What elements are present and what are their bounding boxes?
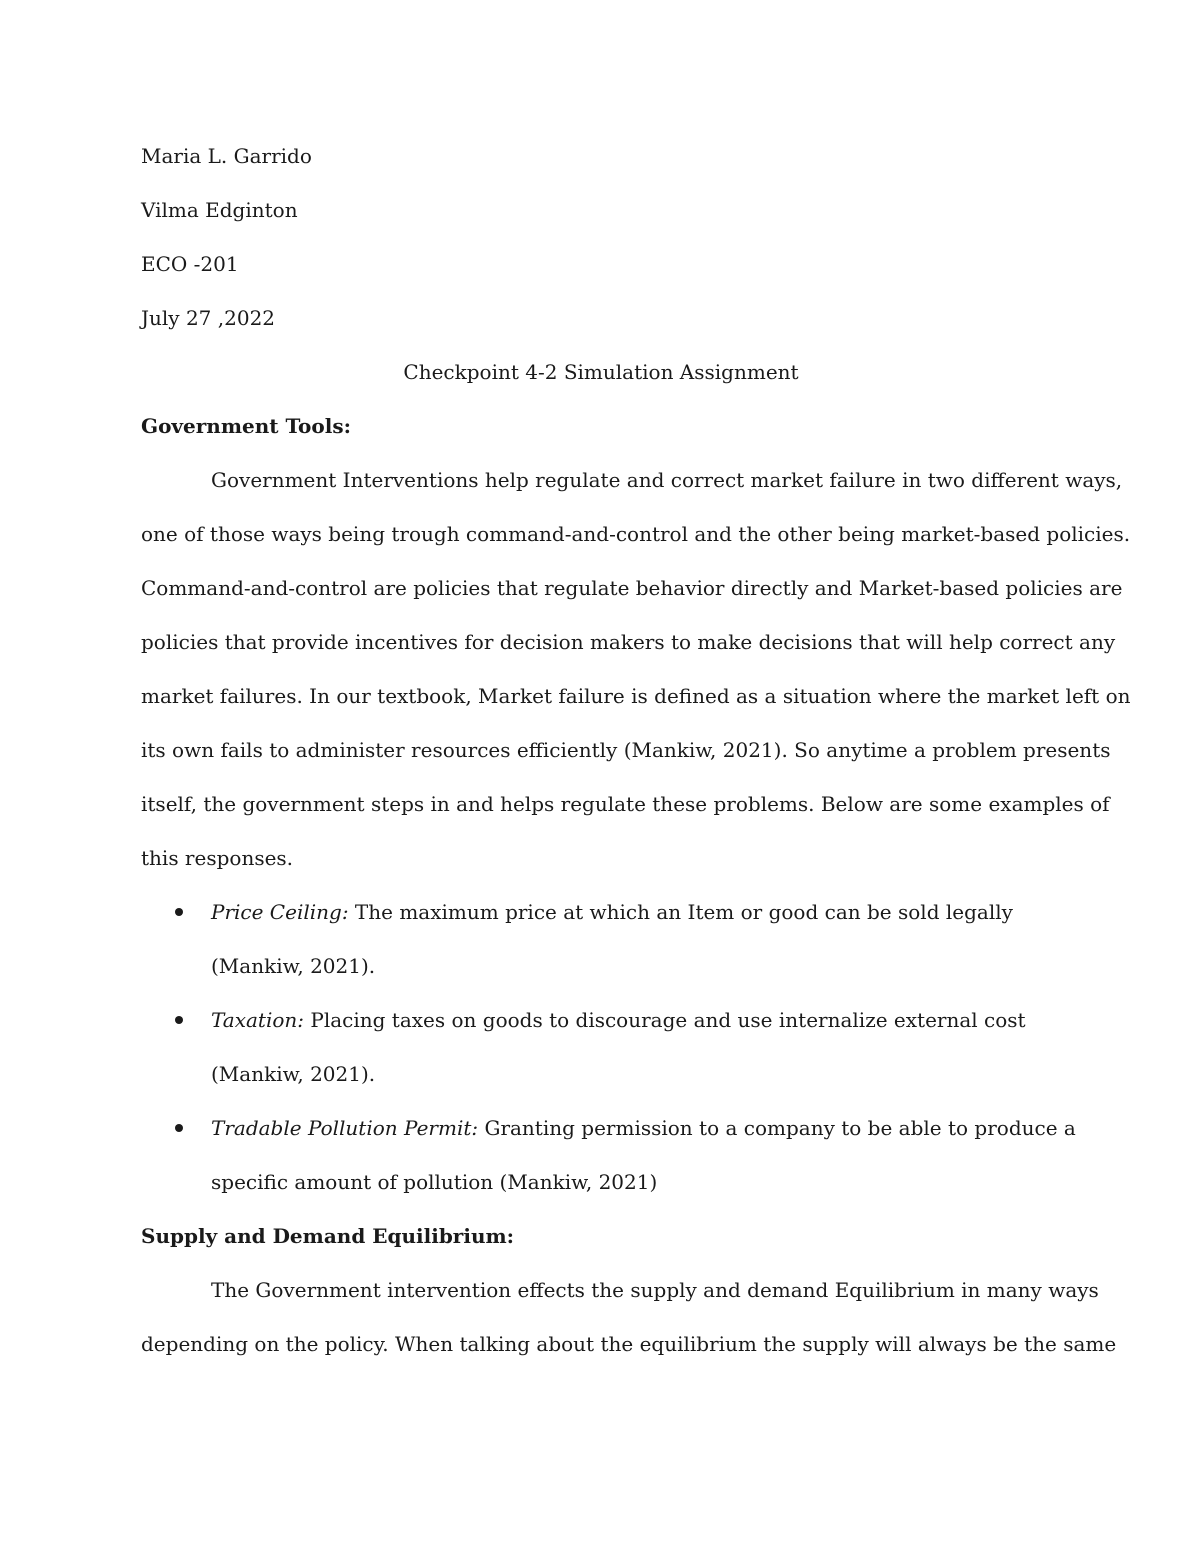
paragraph-line: policies that provide incentives for decision makers to make decisions that will help correct any (141, 630, 1116, 654)
bullet-line: specific amount of pollution (Mankiw, 2021) (211, 1170, 658, 1194)
paragraph-line: The Government intervention effects the supply and demand Equilibrium in many ways (211, 1278, 1099, 1302)
bullet-item-tradable-pollution-permit (141, 1110, 1076, 1218)
bullet-text: Granting permission to a company to be able to produce a (478, 1116, 1076, 1140)
document-body (141, 138, 1131, 1380)
section-heading-supply-demand: Supply and Demand Equilibrium: (141, 1224, 515, 1248)
paragraph-government-tools (141, 462, 1131, 894)
bullet-text: Placing taxes on goods to discourage and use internalize external cost (304, 1008, 1026, 1032)
student-name: Maria L. Garrido (141, 144, 312, 168)
date: July 27 ,2022 (141, 306, 276, 330)
bullet-term: Price Ceiling: (211, 900, 349, 924)
paragraph-line: depending on the policy. When talking about the equilibrium the supply will always be the same (141, 1332, 1117, 1356)
bullet-term: Taxation: (211, 1008, 305, 1032)
paragraph-line: market failures. In our textbook, Market failure is defined as a situation where the market left on (141, 684, 1131, 708)
paragraph-line: its own fails to administer resources efficiently (Mankiw, 2021). So anytime a problem presents (141, 738, 1111, 762)
document-title: Checkpoint 4-2 Simulation Assignment (403, 360, 799, 384)
bullet-line: (Mankiw, 2021). (211, 1062, 376, 1086)
bullet-line (211, 1110, 1076, 1164)
paragraph-line: Government Interventions help regulate and correct market failure in two different ways, (211, 468, 1123, 492)
paragraph-line: one of those ways being trough command-and-control and the other being market-based policies. (141, 522, 1131, 546)
bullet-item-price-ceiling (141, 894, 1061, 1002)
paragraph-line: this responses. (141, 846, 294, 870)
bullet-term: Tradable Pollution Permit: (211, 1116, 479, 1140)
bullet-item-taxation (141, 1002, 1061, 1110)
bullet-line: (Mankiw, 2021). (211, 954, 376, 978)
bullet-list (141, 894, 1076, 1218)
paragraph-supply-demand (141, 1272, 1117, 1380)
bullet-icon (175, 1016, 183, 1024)
instructor-name: Vilma Edginton (141, 198, 298, 222)
bullet-icon (175, 908, 183, 916)
paragraph-line: itself, the government steps in and helps regulate these problems. Below are some examples of (141, 792, 1110, 816)
bullet-icon (175, 1124, 183, 1132)
section-heading-government-tools: Government Tools: (141, 414, 351, 438)
bullet-line (211, 894, 1061, 948)
bullet-line (211, 1002, 1061, 1056)
bullet-text: The maximum price at which an Item or good can be sold legally (348, 900, 1013, 924)
course-code: ECO -201 (141, 252, 239, 276)
paragraph-line: Command-and-control are policies that regulate behavior directly and Market-based policies are (141, 576, 1123, 600)
